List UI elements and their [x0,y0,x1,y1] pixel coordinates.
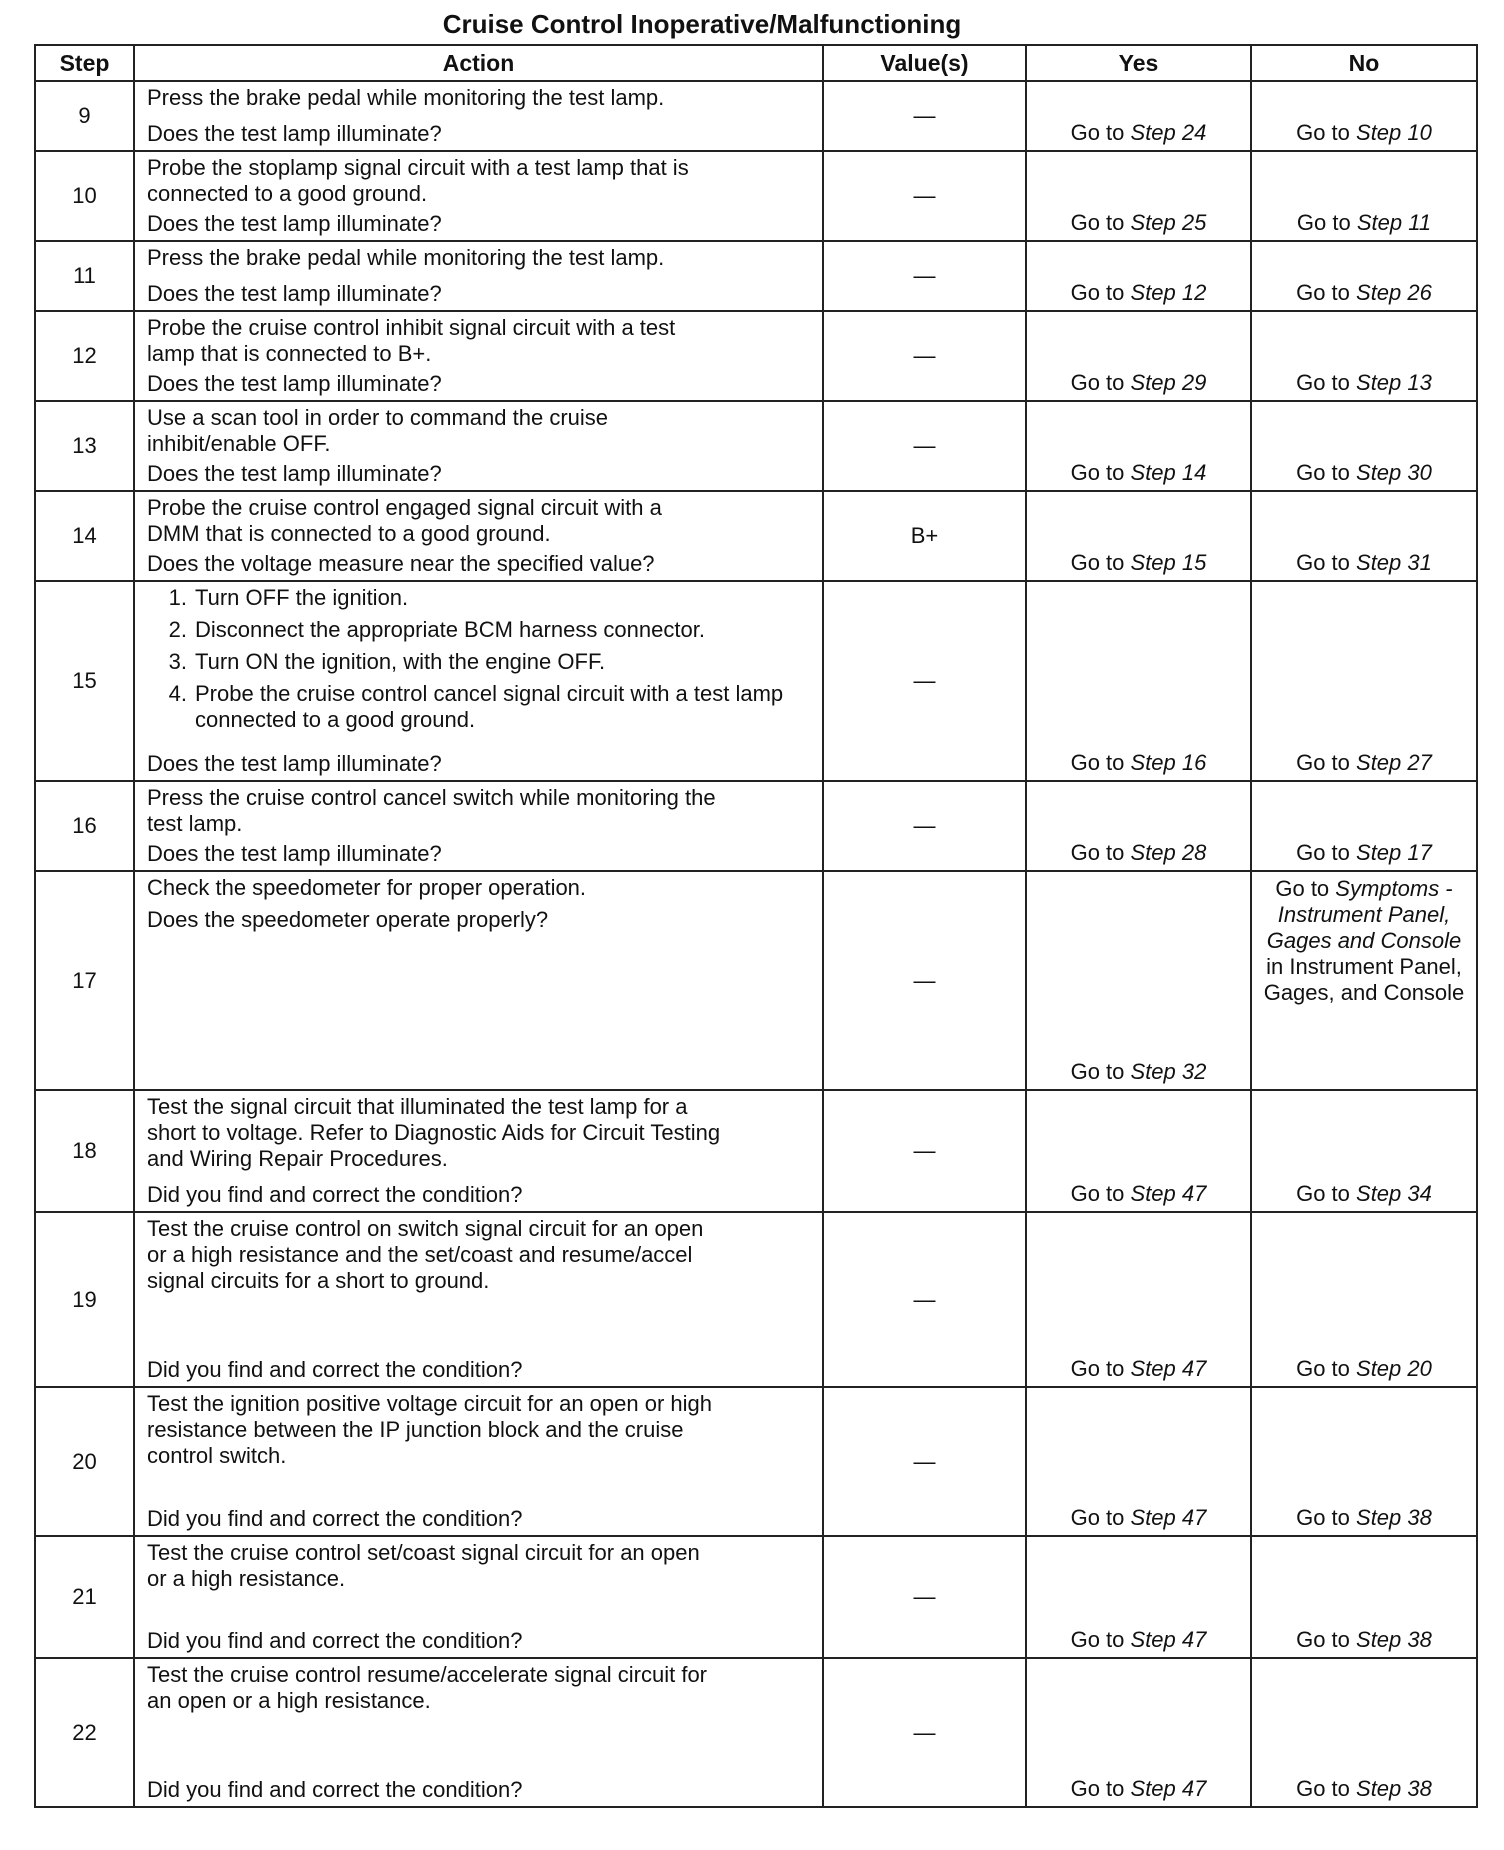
action-content [147,1094,814,1208]
action-content [147,315,814,397]
step-number: 47 [1181,1505,1207,1530]
goto-prefix: Go to [1296,280,1357,305]
list-text: Disconnect the appropriate BCM harness connector. [195,617,705,642]
step-word: Step [1356,1356,1402,1381]
action-line: Test the ignition positive voltage circuit for an open or high [147,1391,712,1416]
action-line: test lamp. [147,811,243,836]
action-content [147,1662,814,1803]
yes-cell [1026,1090,1251,1212]
action-question: Does the test lamp illuminate? [147,841,442,866]
goto-prefix: Go to [1070,550,1131,575]
diagnostic-table [34,44,1478,1808]
goto-prefix: Go to [1070,120,1131,145]
reference-title: Symptoms - Instrument Panel, Gages and Console [1266,876,1462,953]
action-question: Does the voltage measure near the specified value? [147,551,655,576]
step-number: 11 [1408,210,1432,235]
action-instructions [147,245,814,271]
action-line: Test the cruise control set/coast signal circuit for an open [147,1540,700,1565]
yes-cell [1026,781,1251,871]
action-instructions [147,785,814,837]
goto-prefix: Go to [1296,1356,1357,1381]
yes-cell [1026,581,1251,781]
list-number: 3. [168,649,187,674]
yes-cell [1026,311,1251,401]
list-item [147,617,814,643]
table-row [35,1536,1477,1658]
goto-prefix: Go to [1275,876,1336,901]
goto-prefix: Go to [1296,840,1357,865]
yes-cell [1026,1658,1251,1807]
step-word: Step [1130,550,1176,575]
action-question: Does the test lamp illuminate? [147,281,442,306]
value-cell: — [823,401,1026,491]
yes-cell [1026,491,1251,581]
value-cell: B+ [823,491,1026,581]
value-cell: — [823,1658,1026,1807]
action-cell [134,311,823,401]
table-row [35,1212,1477,1387]
step-number: 17 [1407,840,1432,865]
step-word: Step [1356,370,1402,395]
step-word: Step [1356,460,1402,485]
step-number-cell: 19 [35,1212,134,1387]
table-row [35,1658,1477,1807]
step-number: 27 [1407,750,1432,775]
step-number-cell: 15 [35,581,134,781]
action-instructions [147,315,814,367]
step-word: Step [1356,1181,1402,1206]
value-cell: — [823,1212,1026,1387]
step-number: 32 [1181,1059,1207,1084]
action-instructions [147,1094,814,1172]
table-row [35,241,1477,311]
step-word: Step [1130,1627,1176,1652]
step-word: Step [1356,280,1402,305]
list-number: 4. [168,681,187,706]
step-word: Step [1130,750,1176,775]
action-content [147,85,814,147]
value-cell: — [823,1536,1026,1658]
action-question: Does the test lamp illuminate? [147,461,442,486]
action-line: Press the cruise control cancel switch while monitoring the [147,785,716,810]
goto-prefix: Go to [1070,1627,1131,1652]
action-instructions [147,1391,814,1469]
goto-prefix: Go to [1070,460,1131,485]
header-row [35,45,1477,81]
step-word: Step [1130,460,1176,485]
goto-prefix: Go to [1070,370,1131,395]
action-cell [134,1658,823,1807]
goto-prefix: Go to [1296,120,1357,145]
no-cell [1251,151,1477,241]
step-word: Step [1356,1776,1402,1801]
action-content [147,875,814,1086]
value-cell: — [823,151,1026,241]
list-item [147,681,814,733]
yes-cell [1026,1212,1251,1387]
list-number: 2. [168,617,187,642]
action-question: Did you find and correct the condition? [147,1777,523,1802]
step-word: Step [1130,1356,1176,1381]
action-instructions [147,1540,814,1592]
action-cell [134,491,823,581]
step-word: Step [1130,1181,1176,1206]
action-cell [134,151,823,241]
table-body [35,81,1477,1807]
goto-prefix: Go to [1296,1627,1357,1652]
action-line: DMM that is connected to a good ground. [147,521,551,546]
yes-cell [1026,241,1251,311]
step-word: Step [1356,1505,1402,1530]
step-word: Step [1356,550,1402,575]
action-line: Test the cruise control resume/accelerate signal circuit for [147,1662,708,1687]
value-cell: — [823,311,1026,401]
table-row [35,311,1477,401]
goto-prefix: Go to [1070,840,1131,865]
step-word: Step [1130,840,1176,865]
action-line: resistance between the IP junction block and the cruise [147,1417,684,1442]
value-cell: — [823,1387,1026,1536]
action-cell [134,781,823,871]
goto-prefix: Go to [1070,1505,1131,1530]
action-line: Probe the stoplamp signal circuit with a test lamp that is [147,155,689,180]
step-number: 10 [1407,120,1432,145]
table-row [35,401,1477,491]
action-content [147,785,814,867]
step-number: 26 [1407,280,1432,305]
header-value: Value(s) [823,45,1026,81]
goto-prefix: Go to [1070,1776,1131,1801]
table-row [35,1387,1477,1536]
step-number: 24 [1181,120,1207,145]
step-number: 20 [1407,1356,1432,1381]
step-number-cell: 12 [35,311,134,401]
table-row [35,151,1477,241]
list-number: 1. [168,585,187,610]
action-question: Did you find and correct the condition? [147,1357,523,1382]
step-number: 16 [1181,750,1207,775]
action-cell [134,401,823,491]
reference-location: in Instrument Panel, Gages, and Console [1263,954,1465,1005]
value-cell: — [823,781,1026,871]
action-question: Does the test lamp illuminate? [147,211,442,236]
action-line: inhibit/enable OFF. [147,431,331,456]
value-cell: — [823,1090,1026,1212]
step-number-cell: 21 [35,1536,134,1658]
page-title: Cruise Control Inoperative/Malfunctioning [442,9,962,39]
action-line: or a high resistance and the set/coast and resume/accel [147,1242,693,1267]
header-step: Step [35,45,134,81]
step-number: 12 [1181,280,1207,305]
action-line: Probe the cruise control engaged signal circuit with a [147,495,662,520]
list-text: Turn ON the ignition, with the engine OFF. [195,649,606,674]
action-cell [134,1090,823,1212]
goto-prefix: Go to [1070,1356,1131,1381]
action-content [147,245,814,307]
action-content [147,1391,814,1532]
action-line: Use a scan tool in order to command the cruise [147,405,609,430]
action-question: Does the speedometer operate properly? [147,907,549,932]
value-cell: — [823,81,1026,151]
no-cell [1251,581,1477,781]
step-word: Step [1130,370,1176,395]
goto-prefix: Go to [1296,1181,1357,1206]
action-instructions [147,405,814,457]
table-row [35,1090,1477,1212]
goto-prefix: Go to [1070,1181,1131,1206]
action-line: an open or a high resistance. [147,1688,431,1713]
step-number: 38 [1407,1627,1432,1652]
step-number: 30 [1407,460,1432,485]
action-line: short to voltage. Refer to Diagnostic Aids for Circuit Testing [147,1120,721,1145]
step-word: Step [1356,120,1402,145]
step-word: Step [1356,1627,1402,1652]
action-line: connected to a good ground. [147,181,428,206]
action-instructions [147,85,814,111]
action-cell [134,1536,823,1658]
step-word: Step [1356,750,1402,775]
action-cell [134,871,823,1090]
list-item [147,649,814,675]
action-line: Check the speedometer for proper operation. [147,875,587,900]
action-content [147,405,814,487]
table-row [35,781,1477,871]
value-cell: — [823,581,1026,781]
step-number-cell: 16 [35,781,134,871]
yes-cell [1026,81,1251,151]
action-line: Test the cruise control on switch signal circuit for an open [147,1216,704,1241]
step-number: 38 [1407,1505,1432,1530]
yes-cell [1026,1536,1251,1658]
yes-cell [1026,871,1251,1090]
step-number: 15 [1181,550,1207,575]
value-cell: — [823,241,1026,311]
step-number: 28 [1181,840,1207,865]
numbered-list [147,585,814,733]
step-word: Step [1130,1505,1176,1530]
step-number: 47 [1181,1356,1207,1381]
action-line: signal circuits for a short to ground. [147,1268,490,1293]
action-instructions [147,585,814,739]
step-number-cell: 22 [35,1658,134,1807]
goto-prefix: Go to [1070,750,1131,775]
value-cell: — [823,871,1026,1090]
goto-prefix: Go to [1296,550,1357,575]
table-row [35,81,1477,151]
step-word: Step [1130,210,1176,235]
action-instructions [147,1662,814,1714]
action-instructions [147,495,814,547]
action-line: Probe the cruise control inhibit signal circuit with a test [147,315,676,340]
action-cell [134,1387,823,1536]
no-cell [1251,1536,1477,1658]
action-content [147,585,814,777]
table-row [35,491,1477,581]
step-number: 47 [1181,1776,1207,1801]
action-instructions [147,875,814,901]
action-question: Did you find and correct the condition? [147,1628,523,1653]
no-cell [1251,241,1477,311]
action-question: Did you find and correct the condition? [147,1182,523,1207]
action-content [147,155,814,237]
table-row [35,871,1477,1090]
goto-prefix: Go to [1070,210,1131,235]
yes-cell [1026,1387,1251,1536]
step-word: Step [1356,840,1402,865]
header-yes: Yes [1026,45,1251,81]
step-number-cell: 10 [35,151,134,241]
action-line: Test the signal circuit that illuminated the test lamp for a [147,1094,688,1119]
step-number-cell: 13 [35,401,134,491]
step-number-cell: 20 [35,1387,134,1536]
action-content [147,495,814,577]
step-number-cell: 14 [35,491,134,581]
yes-cell [1026,151,1251,241]
step-word: Step [1130,120,1176,145]
step-word: Step [1130,280,1176,305]
step-number: 14 [1181,460,1207,485]
action-instructions [147,1216,814,1294]
no-cell [1251,1387,1477,1536]
goto-prefix: Go to [1070,280,1131,305]
no-cell [1251,1658,1477,1807]
header-action: Action [134,45,823,81]
list-text: Turn OFF the ignition. [195,585,409,610]
no-cell [1251,81,1477,151]
action-cell [134,581,823,781]
step-number: 34 [1407,1181,1432,1206]
action-line: control switch. [147,1443,287,1468]
no-cell [1251,401,1477,491]
step-number: 47 [1181,1181,1207,1206]
step-number: 29 [1181,370,1207,395]
action-cell [134,241,823,311]
goto-prefix: Go to [1296,750,1357,775]
table-row [35,581,1477,781]
step-number-cell: 11 [35,241,134,311]
action-line: or a high resistance. [147,1566,346,1591]
action-content [147,1216,814,1383]
goto-prefix: Go to [1070,1059,1131,1084]
no-cell [1251,871,1477,1090]
step-word: Step [1130,1059,1176,1084]
no-cell [1251,1090,1477,1212]
list-text: Probe the cruise control cancel signal circuit with a test lamp connected to a good ground. [195,681,784,732]
action-line: Press the brake pedal while monitoring the test lamp. [147,245,665,270]
step-number: 31 [1407,550,1432,575]
action-question: Does the test lamp illuminate? [147,371,442,396]
header-no: No [1251,45,1477,81]
action-question: Did you find and correct the condition? [147,1506,523,1531]
step-word: Step [1356,210,1403,235]
no-cell [1251,491,1477,581]
goto-prefix: Go to [1296,460,1357,485]
step-number: 38 [1407,1776,1432,1801]
step-number: 13 [1407,370,1432,395]
step-number-cell: 18 [35,1090,134,1212]
no-cell [1251,1212,1477,1387]
action-line: lamp that is connected to B+. [147,341,432,366]
step-word: Step [1130,1776,1176,1801]
goto-prefix: Go to [1296,1776,1357,1801]
step-number-cell: 9 [35,81,134,151]
step-number-cell: 17 [35,871,134,1090]
yes-cell [1026,401,1251,491]
action-content [147,1540,814,1654]
step-number: 25 [1181,210,1207,235]
goto-prefix: Go to [1296,210,1357,235]
no-cell [1251,781,1477,871]
action-question: Does the test lamp illuminate? [147,751,442,776]
action-cell [134,81,823,151]
goto-prefix: Go to [1296,1505,1357,1530]
step-number: 47 [1181,1627,1207,1652]
action-cell [134,1212,823,1387]
action-question: Does the test lamp illuminate? [147,121,442,146]
list-item [147,585,814,611]
action-instructions [147,155,814,207]
goto-prefix: Go to [1296,370,1357,395]
no-cell [1251,311,1477,401]
action-line: and Wiring Repair Procedures. [147,1146,448,1171]
action-line: Press the brake pedal while monitoring the test lamp. [147,85,665,110]
